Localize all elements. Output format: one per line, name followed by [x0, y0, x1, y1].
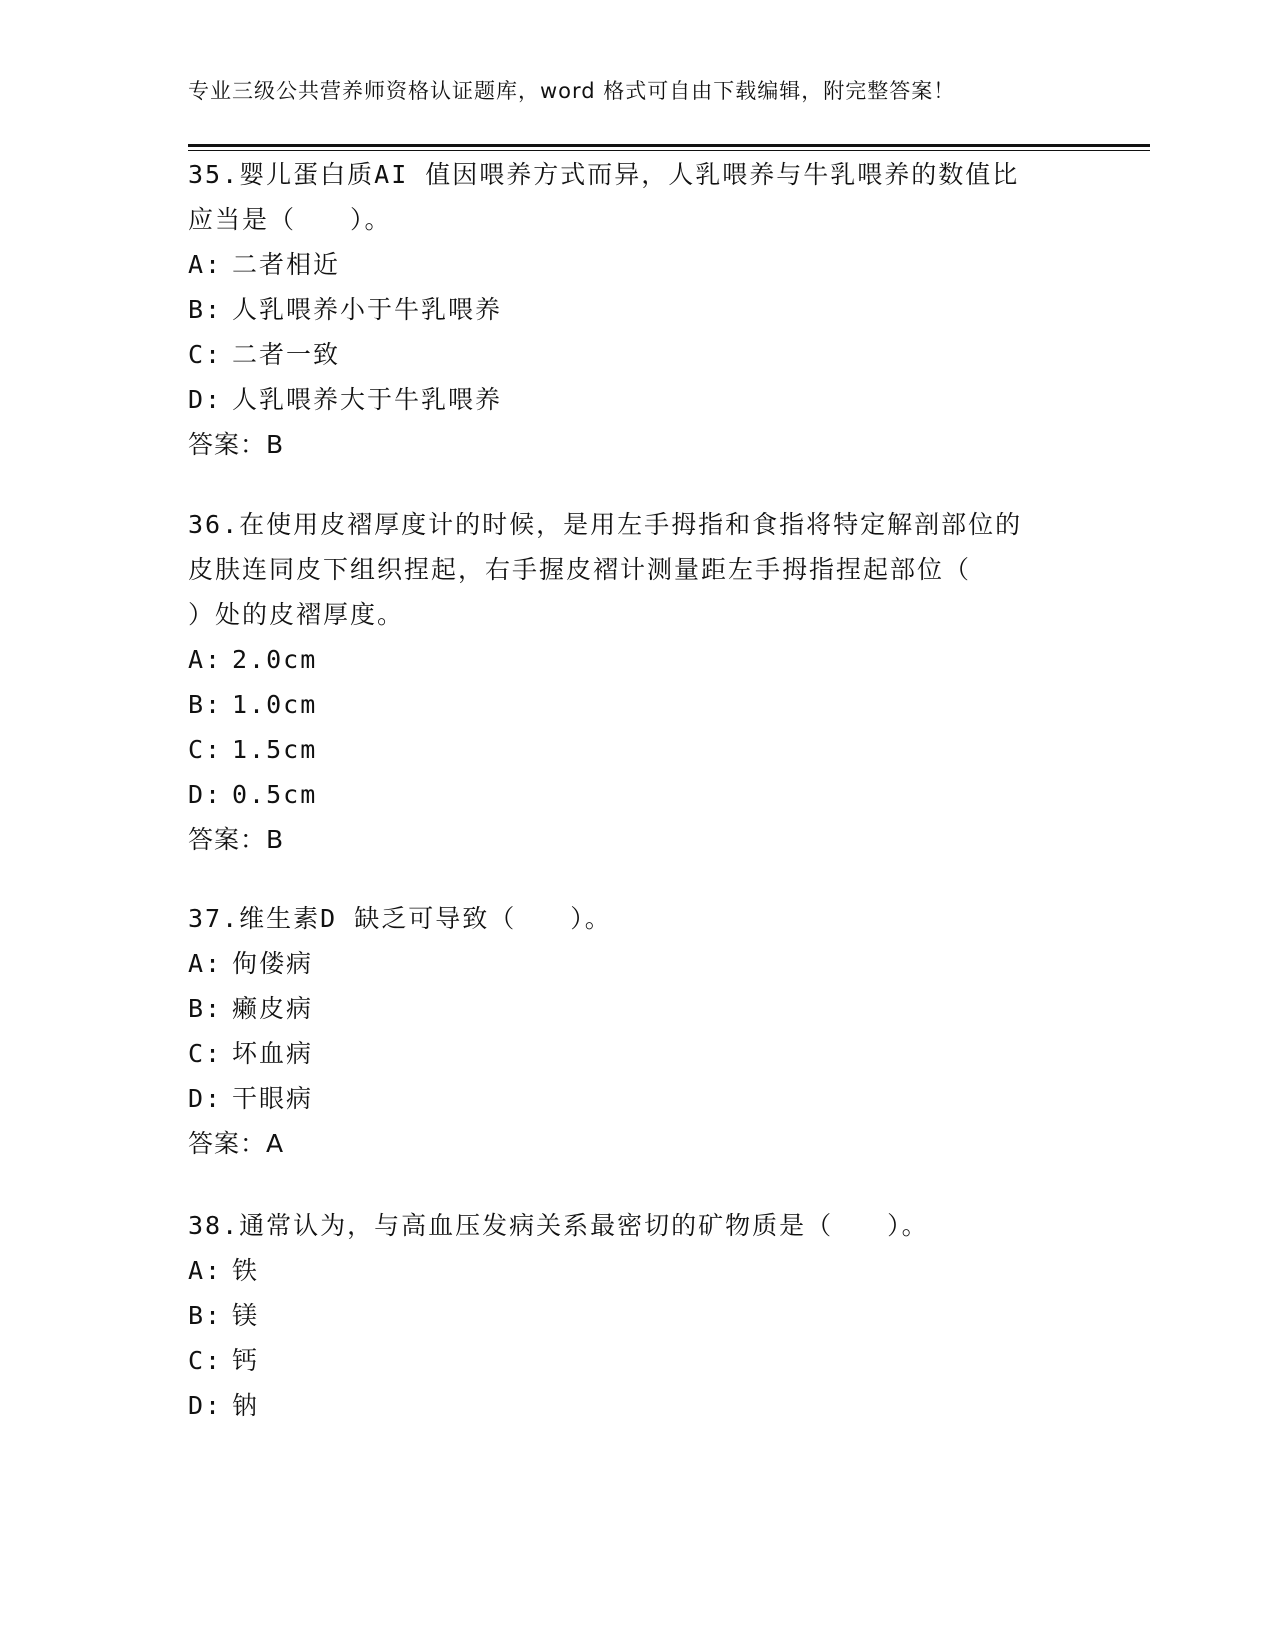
- option-c: [188, 332, 1088, 377]
- question-stem: [188, 502, 1088, 637]
- question-38: [188, 1203, 1088, 1428]
- option-letter: A:: [188, 949, 223, 978]
- stem-line: 皮肤连同皮下组织捏起，右手握皮褶计测量距左手拇指捏起部位（: [188, 555, 972, 584]
- option-letter: C:: [188, 1346, 223, 1375]
- answer-text: 答案：A: [188, 1129, 285, 1158]
- option-d: [188, 377, 1088, 422]
- option-b: [188, 986, 1088, 1031]
- option-b: [188, 682, 1088, 727]
- option-text: 铁: [232, 1256, 260, 1285]
- header-rule-thick: [188, 144, 1150, 147]
- header-text: 专业三级公共营养师资格认证题库，word 格式可自由下载编辑，附完整答案！: [188, 79, 956, 103]
- option-d: [188, 1383, 1088, 1428]
- option-text: 癞皮病: [232, 994, 314, 1023]
- option-a: [188, 242, 1088, 287]
- option-text: 钠: [232, 1391, 260, 1420]
- stem-line: ）处的皮褶厚度。: [188, 600, 405, 629]
- option-letter: A:: [188, 1256, 223, 1285]
- stem-line: 37.维生素D 缺乏可导致（ ）。: [188, 904, 612, 933]
- option-letter: D:: [188, 780, 223, 809]
- option-c: [188, 1338, 1088, 1383]
- option-letter: A:: [188, 250, 223, 279]
- option-letter: D:: [188, 1391, 223, 1420]
- option-letter: C:: [188, 340, 223, 369]
- question-stem: [188, 152, 1088, 242]
- option-text: 二者相近: [232, 250, 341, 279]
- option-letter: B:: [188, 295, 223, 324]
- option-letter: C:: [188, 735, 223, 764]
- option-text: 坏血病: [232, 1039, 314, 1068]
- option-letter: D:: [188, 385, 223, 414]
- option-a: [188, 941, 1088, 986]
- option-letter: D:: [188, 1084, 223, 1113]
- stem-line: 应当是（ ）。: [188, 205, 392, 234]
- option-b: [188, 1293, 1088, 1338]
- option-text: 0.5cm: [232, 780, 318, 809]
- option-d: [188, 1076, 1088, 1121]
- option-d: [188, 772, 1088, 817]
- option-text: 钙: [232, 1346, 260, 1375]
- option-text: 1.5cm: [232, 735, 318, 764]
- header-rule-thin: [188, 150, 1150, 151]
- answer-text: 答案：B: [188, 825, 285, 854]
- stem-line: 38.通常认为，与高血压发病关系最密切的矿物质是（ ）。: [188, 1211, 929, 1240]
- question-35: [188, 152, 1088, 467]
- stem-line: 35.婴儿蛋白质AI 值因喂养方式而异，人乳喂养与牛乳喂养的数值比: [188, 160, 1020, 189]
- option-text: 1.0cm: [232, 690, 318, 719]
- question-stem: [188, 1203, 1088, 1248]
- option-text: 二者一致: [232, 340, 341, 369]
- stem-line: 36.在使用皮褶厚度计的时候，是用左手拇指和食指将特定解剖部位的: [188, 510, 1023, 539]
- option-a: [188, 637, 1088, 682]
- option-a: [188, 1248, 1088, 1293]
- option-letter: C:: [188, 1039, 223, 1068]
- option-c: [188, 1031, 1088, 1076]
- option-text: 人乳喂养小于牛乳喂养: [232, 295, 503, 324]
- option-text: 佝偻病: [232, 949, 314, 978]
- option-letter: B:: [188, 994, 223, 1023]
- option-letter: A:: [188, 645, 223, 674]
- option-letter: B:: [188, 690, 223, 719]
- question-37: [188, 896, 1088, 1166]
- option-b: [188, 287, 1088, 332]
- option-letter: B:: [188, 1301, 223, 1330]
- question-36: [188, 502, 1088, 862]
- option-text: 2.0cm: [232, 645, 318, 674]
- question-stem: [188, 896, 1088, 941]
- option-text: 人乳喂养大于牛乳喂养: [232, 385, 503, 414]
- option-c: [188, 727, 1088, 772]
- answer-text: 答案：B: [188, 430, 285, 459]
- option-text: 干眼病: [232, 1084, 314, 1113]
- option-text: 镁: [232, 1301, 260, 1330]
